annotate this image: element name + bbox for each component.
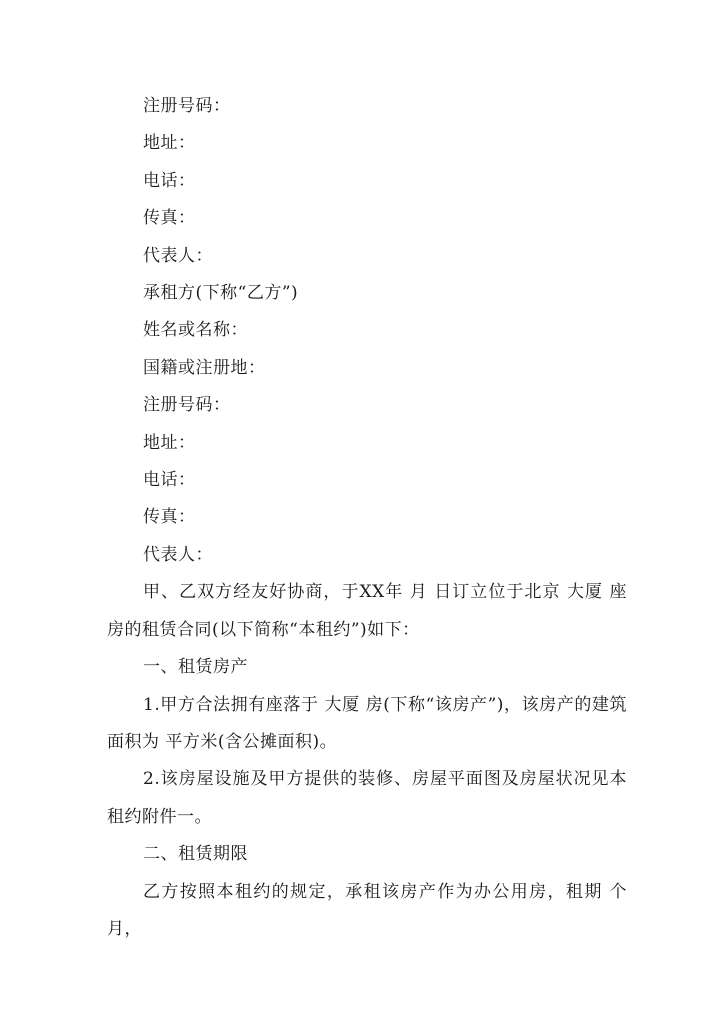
clause-2-paragraph: 2.该房屋设施及甲方提供的装修、房屋平面图及房屋状况见本租约附件一。: [107, 769, 627, 827]
lessee-representative-label: 代表人：: [143, 544, 213, 565]
lessee-fax-label: 传真：: [143, 507, 196, 528]
lessee-registration-number-label: 注册号码：: [143, 395, 231, 416]
agreement-intro-paragraph: 甲、乙双方经友好协商，于XX年 月 日订立位于北京 大厦 座 房的租赁合同(以下简称“本租约”)如下：: [107, 582, 627, 640]
section-heading-leased-property: 一、租赁房产: [143, 657, 248, 678]
lessor-representative-label: 代表人：: [143, 245, 213, 266]
lessee-nationality-label: 国籍或注册地：: [143, 357, 266, 378]
lessee-phone-label: 电话：: [143, 470, 196, 491]
section-heading-lease-term: 二、租赁期限: [143, 844, 248, 865]
lessee-heading: 承租方(下称“乙方”): [143, 283, 299, 304]
lease-term-paragraph: 乙方按照本租约的规定，承租该房产作为办公用房，租期 个月，: [107, 881, 627, 939]
lessee-address-label: 地址：: [143, 432, 196, 453]
lessor-fax-label: 传真：: [143, 208, 196, 229]
clause-1-paragraph: 1.甲方合法拥有座落于 大厦 房(下称“该房产”)，该房产的建筑面积为 平方米(含公摊面积)。: [107, 694, 627, 752]
document-body: [107, 88, 627, 948]
lessor-registration-number-label: 注册号码：: [143, 96, 231, 116]
lessor-address-label: 地址：: [143, 133, 196, 154]
lessor-phone-label: 电话：: [143, 170, 196, 191]
lessee-name-label: 姓名或名称：: [143, 320, 248, 341]
